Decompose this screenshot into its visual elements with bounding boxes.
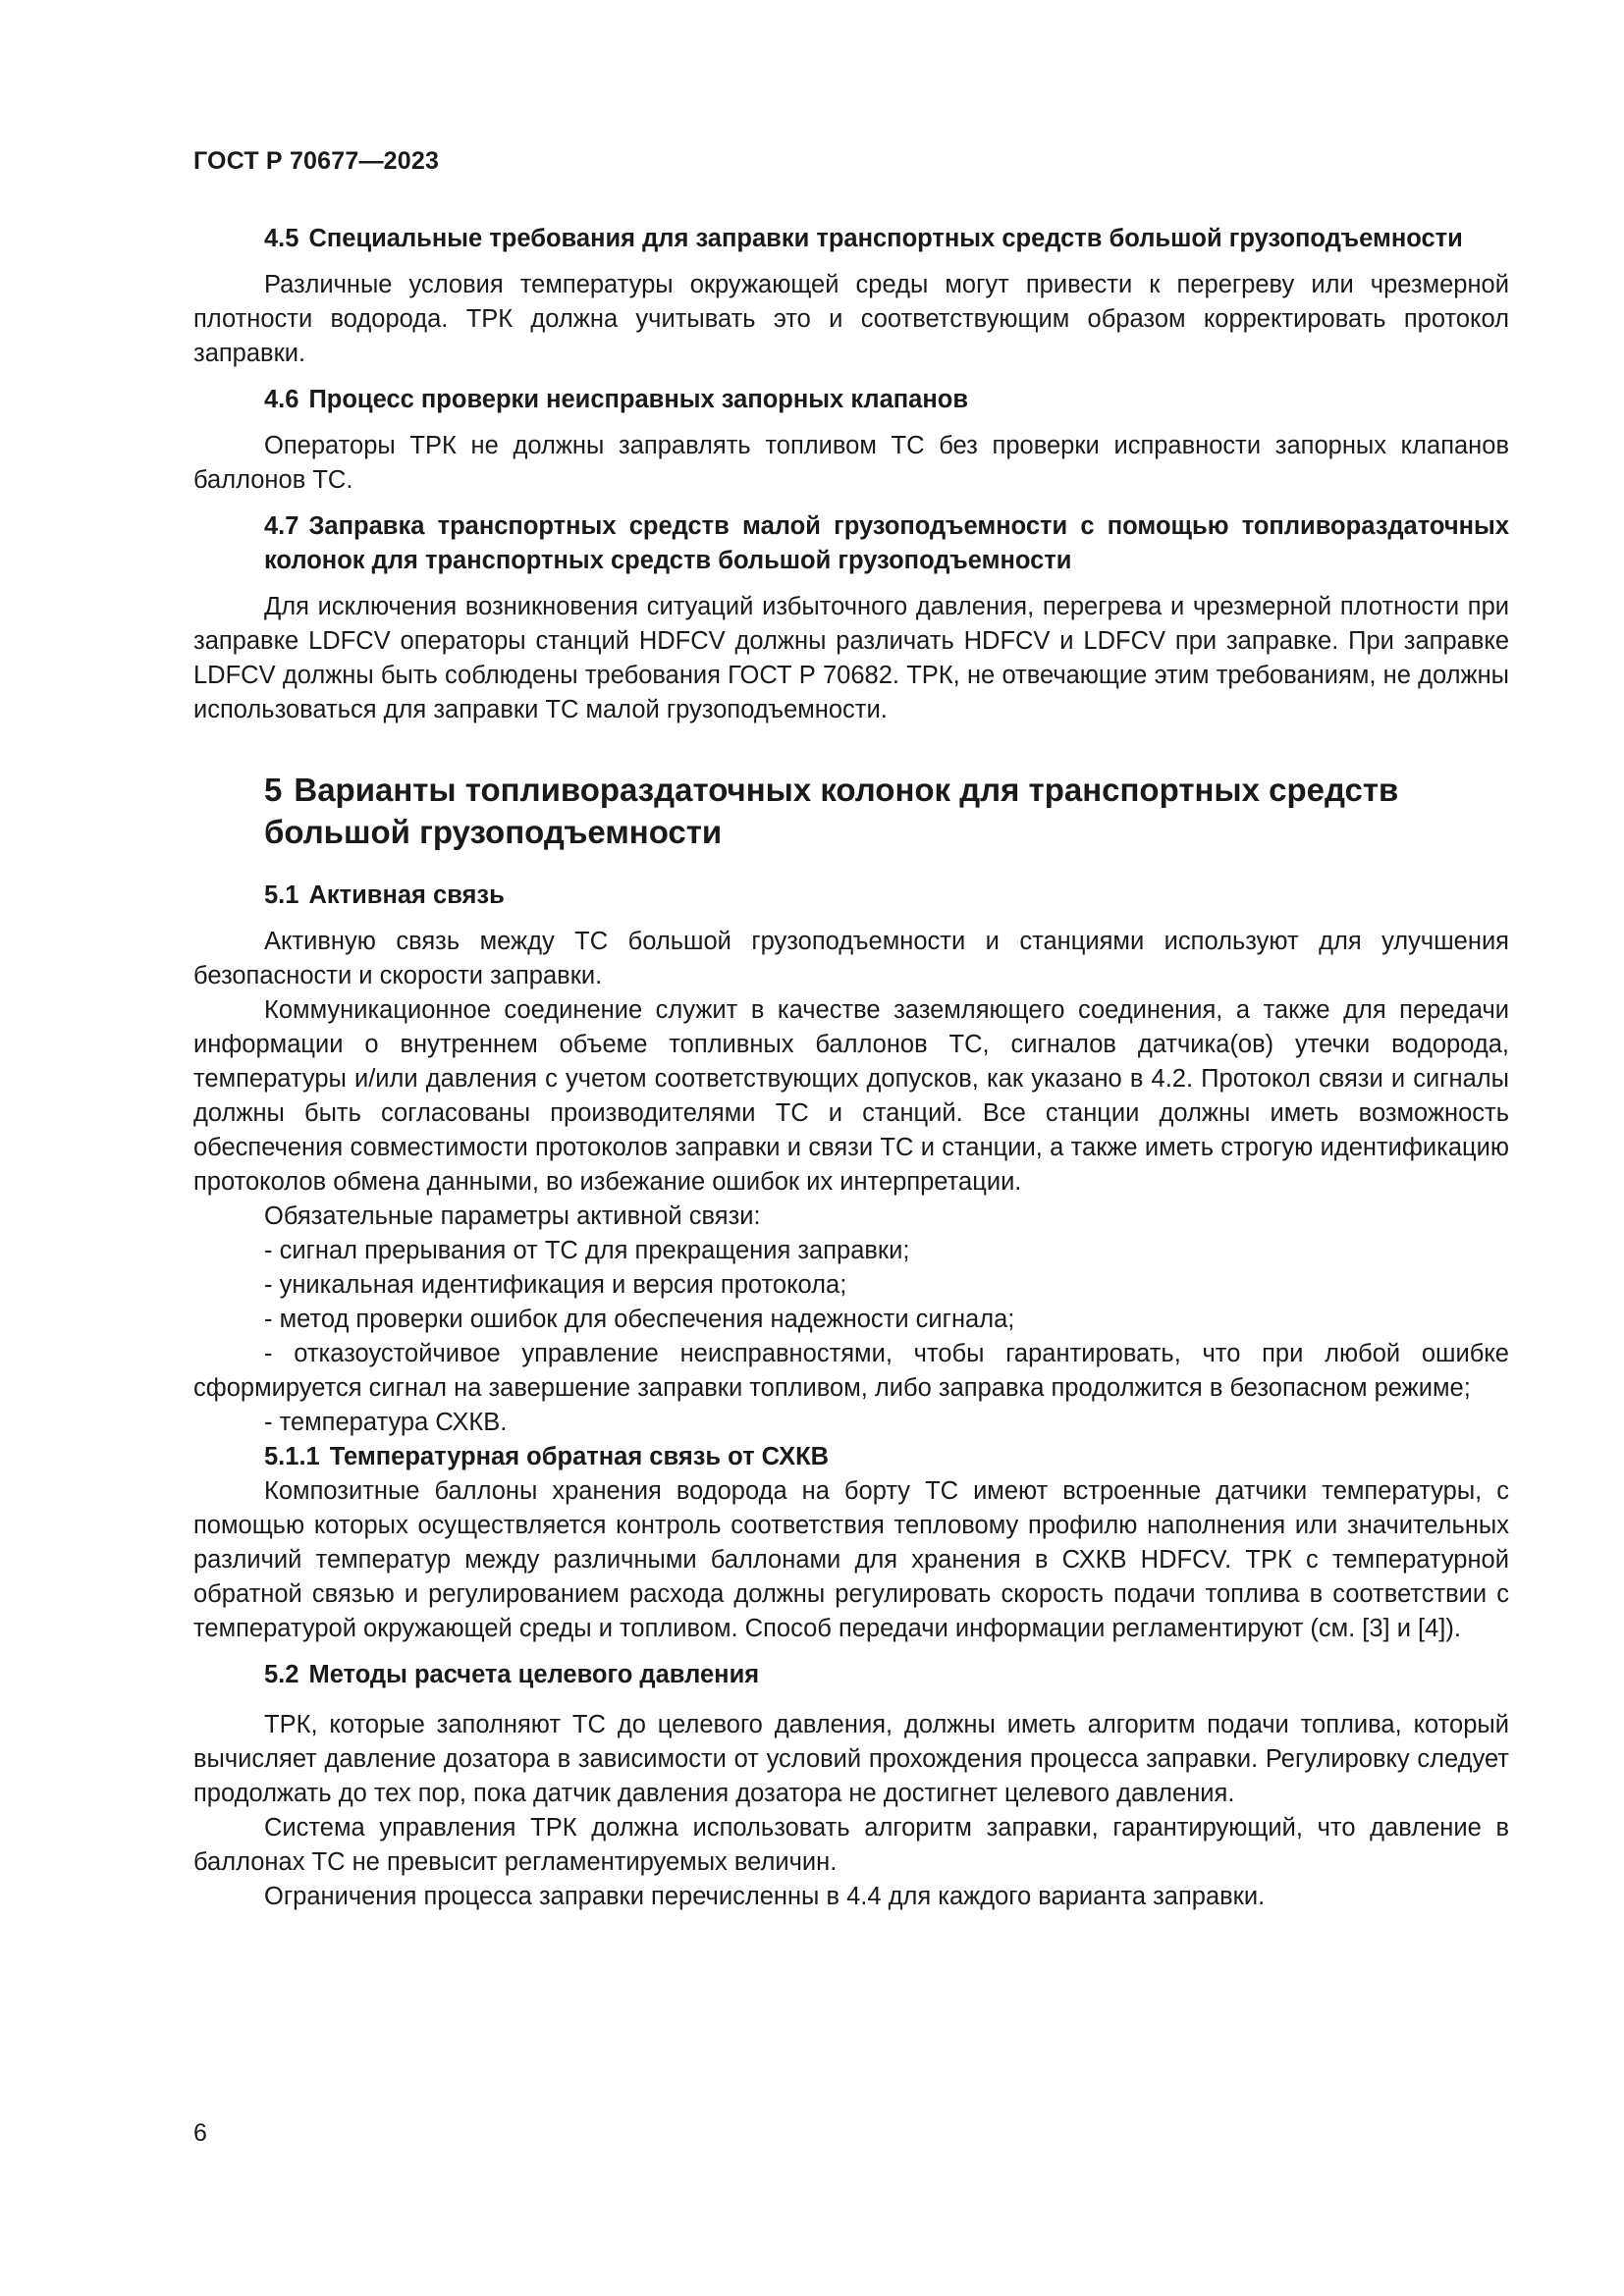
- list-item: - уникальная идентификация и версия протокола;: [264, 1271, 847, 1299]
- paragraph: Коммуникационное соединение служит в качестве заземляющего соединения, а также для передачи информации о внутреннем объеме топливных баллонов ТС, сигналов датчика(ов) утечки водорода, температуры и/или давления с учетом соответствующих допусков, как указано в 4.2. Протокол связи и сигналы должны быть согласованы производителями ТС и станций. Все станции должны иметь возможность обеспечения совместимости протоколов заправки и связи ТС и станции, а также иметь строгую идентификацию протоколов обмена данными, во избежание ошибок их интерпретации.: [193, 996, 1509, 1196]
- list-item: - сигнал прерывания от ТС для прекращения заправки;: [264, 1237, 910, 1264]
- paragraph: Различные условия температуры окружающей среды могут привести к перегреву или чрезмерной плотности водорода. ТРК должна учитывать это и соответствующим образом корректировать протокол заправки.: [193, 271, 1509, 367]
- section-title: Специальные требования для заправки транспортных средств большой грузоподъемности: [308, 225, 1463, 252]
- list-item: - метод проверки ошибок для обеспечения надежности сигнала;: [264, 1306, 1015, 1333]
- section-title: Варианты топливораздаточных колонок для транспортных средств большой грузоподъемности: [264, 772, 1399, 850]
- section-heading-5-1-1: [193, 1440, 1509, 1474]
- paragraph: Композитные баллоны хранения водорода на борту ТС имеют встроенные датчики температуры, с помощью которых осуществляется контроль соответствия тепловому профилю наполнения или значительных различий температур между различными баллонами для хранения в СХКВ HDFCV. ТРК с температурной обратной связью и регулированием расхода должны регулировать скорость подачи топлива в соответствии с температурой окружающей среды и топливом. Способ передачи информации регламентируют (см. [3] и [4]).: [193, 1477, 1509, 1642]
- section-title: Температурная обратная связь от СХКВ: [329, 1443, 830, 1470]
- paragraph: ТРК, которые заполняют ТС до целевого давления, должны иметь алгоритм подачи топлива, который вычисляет давление дозатора в зависимости от условий прохождения процесса заправки. Регулировку следует продолжать до тех пор, пока датчик давления дозатора не достигнет целевого давления.: [193, 1711, 1509, 1807]
- document-body: [193, 222, 1509, 1914]
- paragraph: Система управления ТРК должна использовать алгоритм заправки, гарантирующий, что давление в баллонах ТС не превысит регламентируемых величин.: [193, 1814, 1509, 1876]
- section-number: 4.5: [264, 225, 299, 252]
- section-heading-4-5: [193, 222, 1509, 256]
- list-item: - отказоустойчивое управление неисправностями, чтобы гарантировать, что при любой ошибке сформируется сигнал на завершение заправки топливом, либо заправка продолжится в безопасном режиме;: [193, 1340, 1509, 1402]
- section-number: 5.1.1: [264, 1443, 320, 1470]
- section-number: 5.2: [264, 1661, 299, 1688]
- section-heading-5: [193, 769, 1509, 853]
- section-number: 4.7: [264, 512, 299, 540]
- document-header: ГОСТ Р 70677—2023: [193, 147, 440, 175]
- section-number: 5: [264, 772, 283, 808]
- section-title: Процесс проверки неисправных запорных клапанов: [308, 386, 969, 413]
- section-heading-5-2: [193, 1658, 1509, 1692]
- section-number: 5.1: [264, 881, 299, 909]
- paragraph: Активную связь между ТС большой грузоподъемности и станциями используют для улучшения безопасности и скорости заправки.: [193, 928, 1509, 989]
- section-title: Заправка транспортных средств малой грузоподъемности с помощью топливораздаточных колонок для транспортных средств большой грузоподъемности: [264, 512, 1509, 574]
- page-number: 6: [193, 2119, 207, 2147]
- paragraph: Обязательные параметры активной связи:: [264, 1202, 761, 1230]
- paragraph: Для исключения возникновения ситуаций избыточного давления, перегрева и чрезмерной плотности при заправке LDFCV операторы станций HDFCV должны различать HDFCV и LDFCV при заправке. При заправке LDFCV должны быть соблюдены требования ГОСТ Р 70682. ТРК, не отвечающие этим требованиям, не должны использоваться для заправки ТС малой грузоподъемности.: [193, 593, 1509, 723]
- section-title: Активная связь: [308, 881, 505, 909]
- section-heading-4-6: [193, 383, 1509, 417]
- paragraph: Операторы ТРК не должны заправлять топливом ТС без проверки исправности запорных клапанов баллонов ТС.: [193, 432, 1509, 494]
- section-number: 4.6: [264, 386, 299, 413]
- section-heading-4-7: [193, 509, 1509, 578]
- list-item: - температура СХКВ.: [264, 1409, 508, 1436]
- section-heading-5-1: [193, 879, 1509, 913]
- paragraph: Ограничения процесса заправки перечисленны в 4.4 для каждого варианта заправки.: [264, 1883, 1266, 1910]
- section-title: Методы расчета целевого давления: [308, 1661, 760, 1688]
